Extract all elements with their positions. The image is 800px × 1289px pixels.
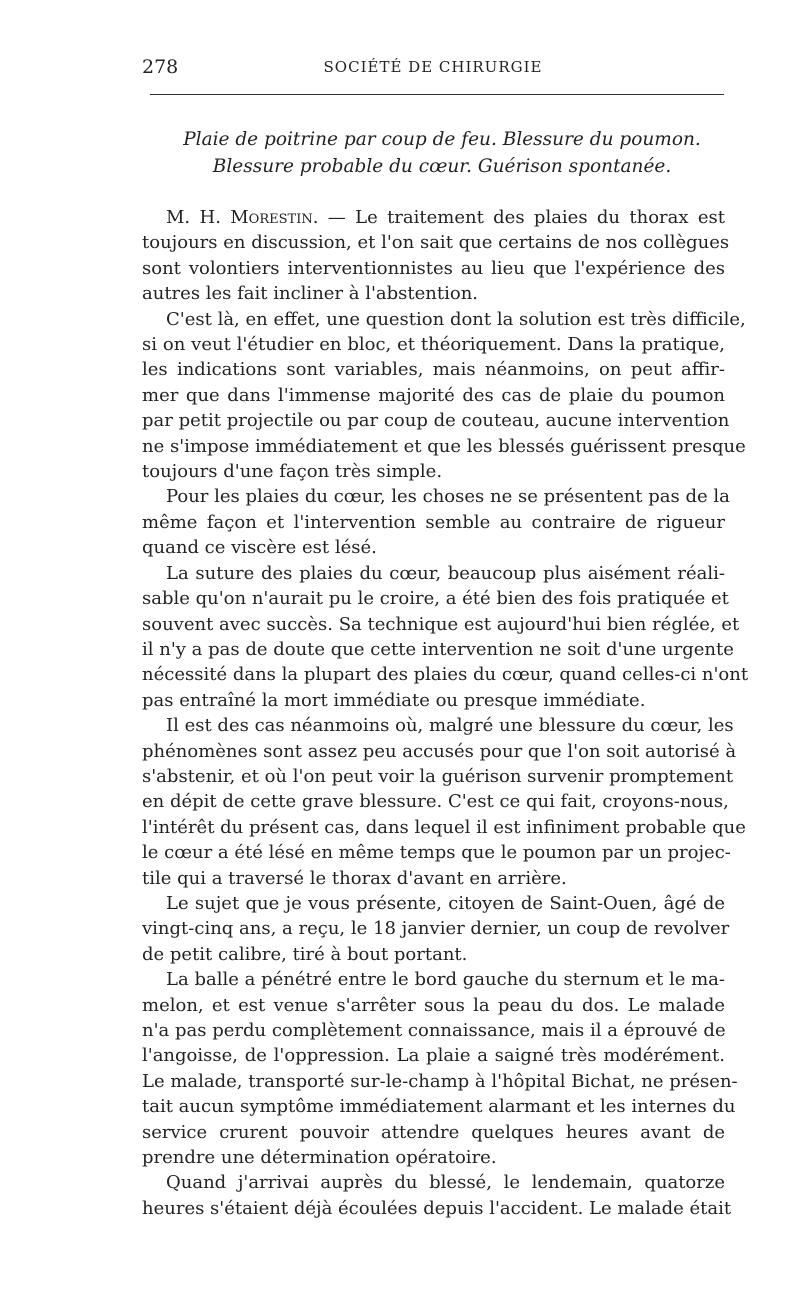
paragraph [142,967,738,1170]
text-line: tait aucun symptôme immédiatement alarmant et les internes du [142,1096,736,1118]
text-line: n'a pas perdu complètement connaissance, mais il a éprouvé de [142,1020,726,1041]
running-title: SOCIÉTÉ DE CHIRURGIE [323,58,543,76]
header-rule [150,94,724,95]
title-line: Blessure probable du cœur. Guérison spontanée. [212,156,672,177]
text-line: nécessité dans la plupart des plaies du cœur, quand celles-ci n'ont [142,664,749,686]
text-line: La suture des plaies du cœur, beaucoup plus aisément réali- [166,562,725,584]
paragraph [142,891,730,967]
text-line: heures s'étaient déjà écoulées depuis l'accident. Le malade était [142,1197,732,1219]
text-line: en dépit de cette grave blessure. C'est ce qui fait, croyons-nous, [142,791,729,813]
text-line: Pour les plaies du cœur, les choses ne se présentent pas de la [166,486,730,508]
page-number: 278 [142,56,179,78]
text-line: sont volontiers interventionnistes au lieu que l'expérience des [142,257,725,279]
text-line: phénomènes sont assez peu accusés pour que l'on soit autorisé à [142,740,737,762]
text-line: il n'y a pas de doute que cette intervention ne soit d'une urgente [142,638,734,660]
text-line: La balle a pénétré entre le bord gauche du sternum et le ma- [166,969,725,991]
text-line: même façon et l'intervention semble au contraire de rigueur [142,511,725,533]
paragraph [142,484,730,560]
article-title [142,126,742,180]
text-line: sable qu'on n'aurait pu le croire, a été bien des fois pratiquée et [142,588,729,610]
text-line: autres les fait incliner à l'abstention. [142,283,479,305]
paragraph [142,561,749,713]
text-line: melon, et est venue s'arrêter sous la peau du dos. Le malade [142,994,725,1016]
paragraph [142,1170,732,1221]
text-line: mer que dans l'immense majorité des cas de plaie du poumon [142,384,725,406]
text-line: tile qui a traversé le thorax d'avant en arrière. [142,867,567,889]
text-line: quand ce viscère est lésé. [142,537,377,559]
paragraph [142,205,730,307]
text-line: service crurent pouvoir attendre quelques heures avant de [142,1121,725,1143]
text-line: vingt-cinq ans, a reçu, le 18 janvier dernier, un coup de revolver [142,918,730,940]
paragraph [142,307,746,485]
text-line: par petit projectile ou par coup de couteau, aucune intervention [142,410,730,432]
text-line: les indications sont variables, mais néanmoins, on peut affir- [142,359,725,381]
text-line: toujours d'une façon très simple. [142,461,443,483]
text-line: souvent avec succès. Sa technique est aujourd'hui bien réglée, et [142,613,740,635]
text-line: toujours en discussion, et l'on sait que certains de nos collègues [142,232,730,254]
text-line: Quand j'arrivai auprès du blessé, le lendemain, quatorze [166,1172,725,1194]
text-line: Le sujet que je vous présente, citoyen de Saint-Ouen, âgé de [166,892,725,914]
author-name: M. H. Morestin. [166,207,319,228]
text-line: C'est là, en effet, une question dont la solution est très difficile, [166,308,746,330]
text-line: prendre une détermination opératoire. [142,1147,497,1169]
title-line: Plaie de poitrine par coup de feu. Blessure du poumon. [183,129,701,150]
article-body [142,205,749,1221]
text-line: le cœur a été lésé en même temps que le poumon par un projec- [142,842,731,864]
text-line: s'abstenir, et où l'on peut voir la guérison survenir promptement [142,765,734,787]
text-line: si on veut l'étudier en bloc, et théoriquement. Dans la pratique, [142,334,725,356]
text-line: pas entraîné la mort immédiate ou presque immédiate. [142,689,646,711]
text-line: Il est des cas néanmoins où, malgré une blessure du cœur, les [166,715,734,737]
text-line: Le malade, transporté sur-le-champ à l'hôpital Bichat, ne présen- [142,1070,738,1092]
paragraph [142,713,746,891]
text-line: l'intérêt du présent cas, dans lequel il est infiniment probable que [142,816,746,838]
running-head [142,56,724,84]
text-line: de petit calibre, tiré à bout portant. [142,943,468,965]
text-line: M. H. Morestin. — Le traitement des plaies du thorax est [166,207,725,228]
text-line: ne s'impose immédiatement et que les blessés guérissent presque [142,435,746,457]
text-line: l'angoisse, de l'oppression. La plaie a saigné très modérément. [142,1045,725,1067]
